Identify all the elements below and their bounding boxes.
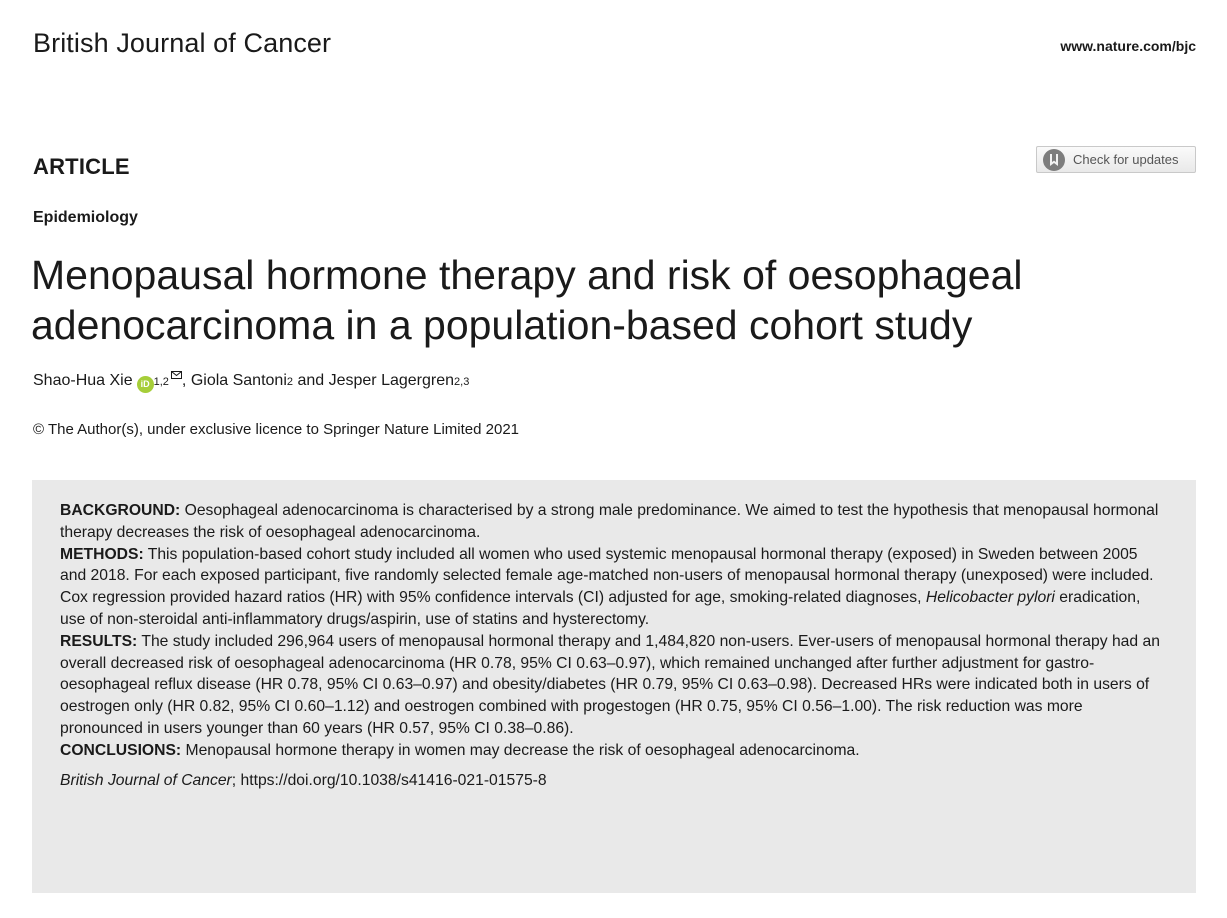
- section-text: Menopausal hormone therapy in women may decrease the risk of oesophageal adenocarcinoma.: [181, 741, 860, 759]
- section-label: METHODS:: [60, 545, 144, 563]
- check-for-updates-label: Check for updates: [1073, 152, 1179, 167]
- author-name[interactable]: Shao-Hua Xie: [33, 372, 133, 389]
- citation-line: [60, 770, 1168, 792]
- author-list: Shao-Hua Xie iD 1,2 , Giola Santoni 2 and Jesper Lagergren 2,3: [33, 372, 469, 391]
- journal-name: British Journal of Cancer: [33, 28, 332, 58]
- abstract-conclusions: [60, 740, 1168, 762]
- abstract-methods: [60, 544, 1168, 631]
- citation-journal: British Journal of Cancer: [60, 771, 232, 789]
- section-label: RESULTS:: [60, 632, 138, 650]
- section-text: This population-based cohort study included all women who used systemic menopausal hormonal therapy (exposed) in Sweden between 2005 and 2018. For each exposed participant, five randomly selected female age-matched non-users of menopausal hormonal therapy (unexposed) were included. Cox regression provided hazard ratios (HR) with 95% confidence intervals (CI) adjusted for age, smoking-related diagnoses,: [60, 545, 1154, 607]
- article-title: Menopausal hormone therapy and risk of oesophageal adenocarcinoma in a population-based cohort study: [31, 252, 1023, 348]
- section-label: BACKGROUND:: [60, 502, 181, 519]
- section-text: eradication, use of non-steroidal anti-inflammatory drugs/aspirin, use of statins and hysterectomy.: [60, 589, 1141, 628]
- copyright-notice: © The Author(s), under exclusive licence to Springer Nature Limited 2021: [33, 421, 520, 438]
- abstract-box: [32, 480, 1196, 893]
- article-type: ARTICLE: [33, 154, 130, 179]
- bookmark-icon: [1043, 149, 1065, 171]
- author-separator: and: [293, 372, 329, 389]
- orcid-icon[interactable]: iD: [137, 376, 154, 393]
- author-name[interactable]: Giola Santoni: [190, 372, 287, 389]
- section-text: The study included 296,964 users of menopausal hormonal therapy and 1,484,820 non-users. Ever-users of menopausal hormonal therapy had an overall decreased risk of oesophageal adenocarcinoma (HR 0.78, 95% CI 0.63–0.97), which remained unchanged after further adjustment for gastro-oesophageal reflux disease (HR 0.78, 95% CI 0.63–0.97) and obesity/diabetes (HR 0.79, 95% CI 0.63–0.98). Decreased HRs were indicated both in users of oestrogen only (HR 0.82, 95% CI 0.60–1.12) and oestrogen combined with progestogen (HR 0.75, 95% CI 0.56–1.00). The risk reduction was more pronounced in users younger than 60 years (HR 0.57, 95% CI 0.38–0.86).: [60, 632, 1160, 737]
- journal-url-link[interactable]: www.nature.com/bjc: [1060, 38, 1196, 54]
- section-text: Oesophageal adenocarcinoma is characterised by a strong male predominance. We aimed to test the hypothesis that menopausal hormonal therapy decreases the risk of oesophageal adenocarcinoma.: [60, 502, 1159, 541]
- abstract-background: [60, 500, 1168, 544]
- envelope-icon[interactable]: [171, 366, 182, 384]
- section-label: CONCLUSIONS:: [60, 741, 182, 759]
- doi-link[interactable]: ; https://doi.org/10.1038/s41416-021-01575-8: [231, 771, 547, 789]
- author-separator: ,: [181, 372, 191, 389]
- abstract-results: [60, 631, 1168, 740]
- subject-category: Epidemiology: [33, 209, 138, 226]
- section-italic-text: Helicobacter pylori: [925, 589, 1055, 607]
- author-name[interactable]: Jesper Lagergren: [328, 372, 455, 389]
- check-for-updates-button[interactable]: [1036, 146, 1196, 173]
